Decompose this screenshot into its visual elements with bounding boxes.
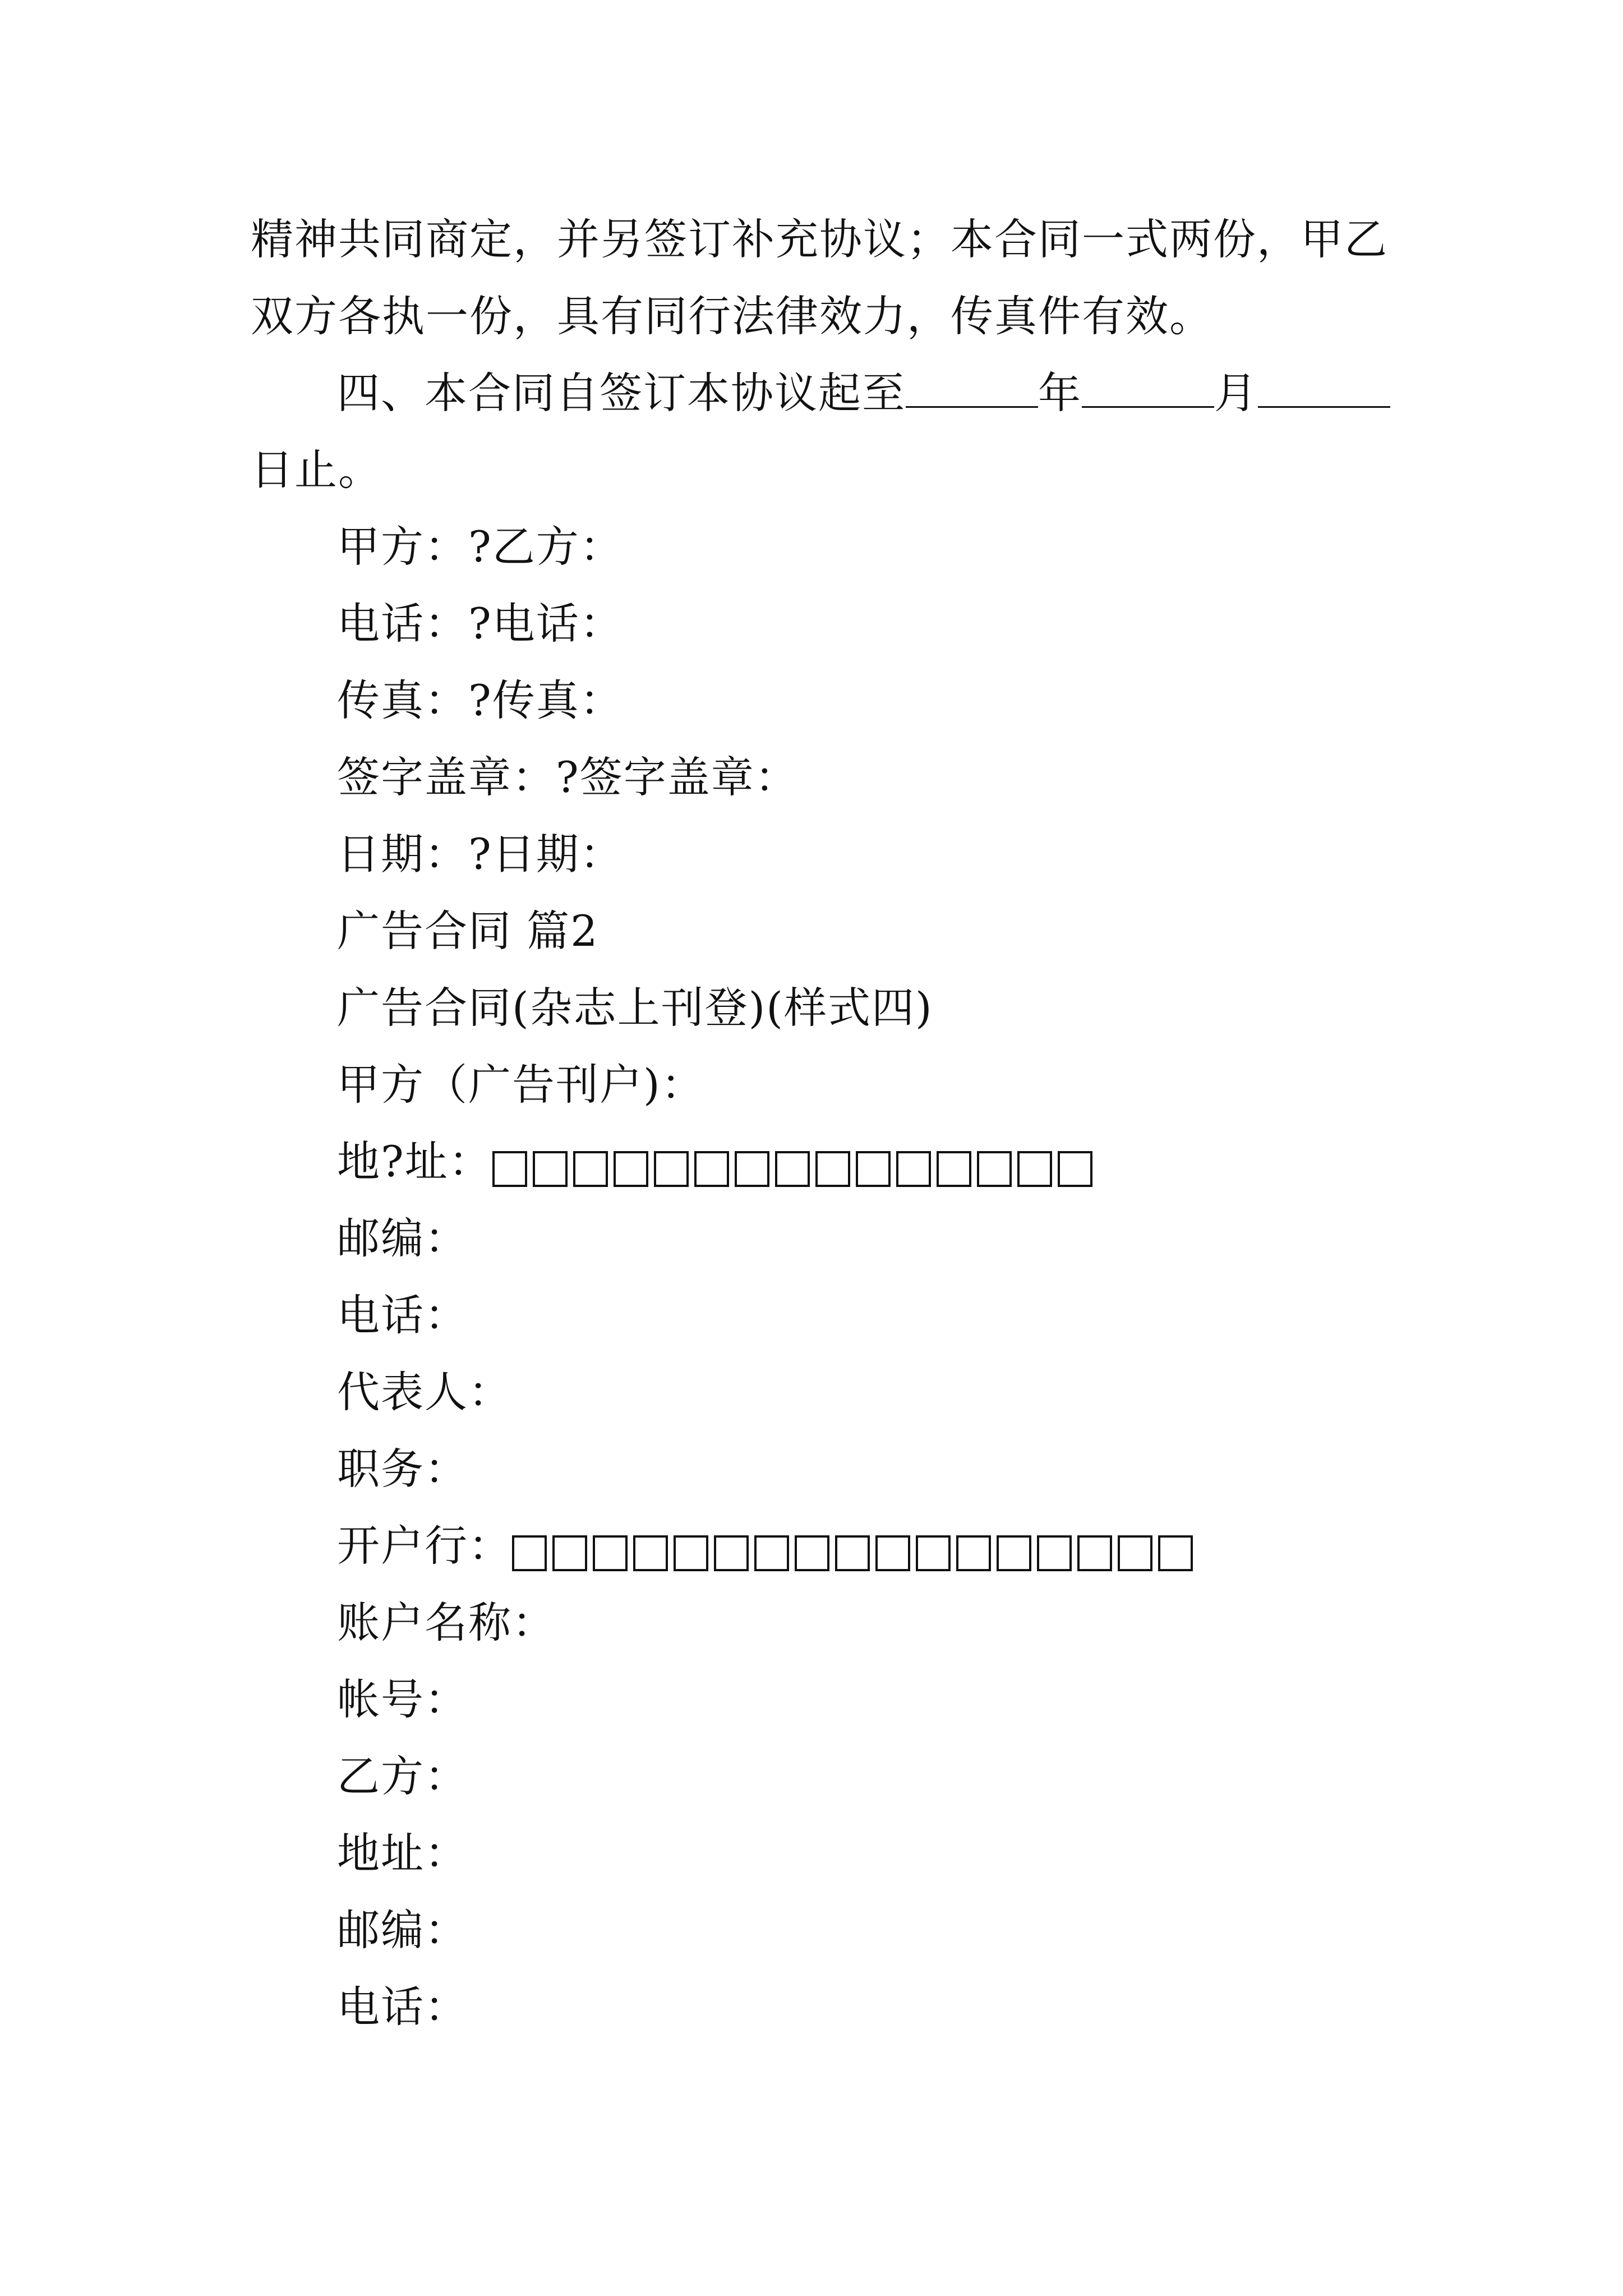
document-body xyxy=(251,201,1388,2045)
empty-box xyxy=(1118,1535,1152,1571)
empty-box xyxy=(997,1535,1031,1571)
empty-box xyxy=(1037,1535,1072,1571)
day-blank xyxy=(1258,361,1390,408)
account-number-line: 帐号： xyxy=(337,1674,468,1724)
empty-box xyxy=(1017,1151,1052,1187)
phone-a-line: 电话： xyxy=(337,1290,468,1340)
empty-box xyxy=(614,1151,648,1187)
empty-box xyxy=(694,1151,729,1187)
empty-box xyxy=(573,1151,608,1187)
signature-date-line: 日期：?日期： xyxy=(337,829,624,879)
empty-box xyxy=(492,1151,527,1187)
empty-box xyxy=(512,1535,547,1571)
empty-box xyxy=(937,1151,971,1187)
year-label: 年 xyxy=(1038,368,1082,418)
empty-box xyxy=(714,1535,749,1571)
postcode-a-line: 邮编： xyxy=(337,1213,468,1263)
empty-box xyxy=(552,1535,587,1571)
bank-line xyxy=(251,1507,1384,1584)
bank-boxes xyxy=(512,1511,1198,1588)
empty-box xyxy=(593,1535,628,1571)
signature-seal-line: 签字盖章：?签字盖章： xyxy=(337,752,799,802)
month-label: 月 xyxy=(1214,368,1258,418)
address-boxes xyxy=(492,1127,1098,1204)
empty-box xyxy=(533,1151,568,1187)
empty-box xyxy=(654,1151,689,1187)
term-clause-line xyxy=(251,355,1384,431)
empty-box xyxy=(856,1151,891,1187)
position-line: 职务： xyxy=(337,1444,468,1494)
empty-box xyxy=(875,1535,910,1571)
empty-box xyxy=(977,1151,1012,1187)
empty-box xyxy=(633,1535,668,1571)
address-b-line: 地址： xyxy=(337,1828,468,1878)
empty-box xyxy=(896,1151,931,1187)
month-blank xyxy=(1082,361,1214,408)
postcode-b-line: 邮编： xyxy=(337,1905,468,1955)
empty-box xyxy=(674,1535,708,1571)
empty-box xyxy=(835,1535,870,1571)
signature-party-line: 甲方：?乙方： xyxy=(337,522,624,572)
term-clause-prefix: 四、本合同自签订本协议起至 xyxy=(337,368,906,418)
paragraph-line: 精神共同商定，并另签订补充协议；本合同一式两份，甲乙 xyxy=(251,214,1388,264)
paragraph-line: 双方各执一份，具有同行法律效力，传真件有效。 xyxy=(251,291,1213,341)
empty-box xyxy=(735,1151,769,1187)
empty-box xyxy=(795,1535,829,1571)
party-a-line: 甲方（广告刊户)： xyxy=(337,1060,705,1110)
address-label: 地?址： xyxy=(337,1137,492,1186)
phone-b-line: 电话： xyxy=(337,1982,468,2032)
contract-title: 广告合同(杂志上刊登)(样式四) xyxy=(337,983,933,1033)
term-clause-end: 日止。 xyxy=(251,445,382,495)
section-title: 广告合同 篇2 xyxy=(337,906,599,956)
address-line xyxy=(251,1123,1384,1200)
empty-box xyxy=(1058,1151,1092,1187)
account-name-line: 账户名称： xyxy=(337,1598,556,1648)
signature-fax-line: 传真：?传真： xyxy=(337,675,624,725)
empty-box xyxy=(754,1535,789,1571)
empty-box xyxy=(815,1151,850,1187)
empty-box xyxy=(1077,1535,1112,1571)
empty-box xyxy=(1158,1535,1193,1571)
signature-phone-line: 电话：?电话： xyxy=(337,599,624,648)
party-b-line: 乙方： xyxy=(337,1751,468,1801)
empty-box xyxy=(956,1535,991,1571)
representative-line: 代表人： xyxy=(337,1367,512,1417)
bank-label: 开户行： xyxy=(337,1521,512,1571)
empty-box xyxy=(916,1535,951,1571)
empty-box xyxy=(775,1151,810,1187)
year-blank xyxy=(906,361,1038,408)
